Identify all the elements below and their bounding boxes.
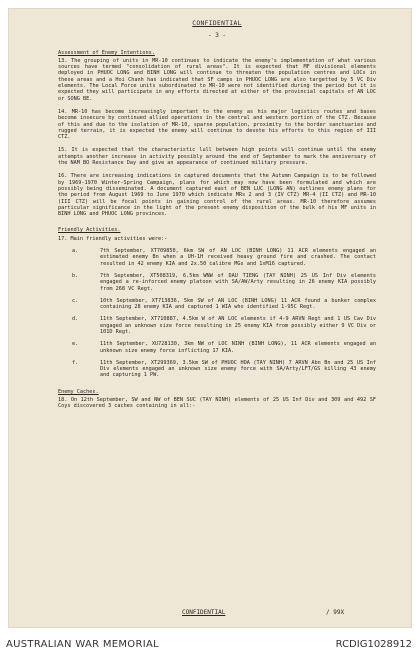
item-text: 11th September, XU728130, 3km NW of LOC NINH (BINH LONG), 11 ACR elements engaged an unknown size enemy force inflicting 17 KIA. [100,341,376,354]
archive-reference: RCDIG1028912 [335,639,412,650]
page-number: - 3 - [207,32,227,40]
item-letter: e. [72,341,79,348]
paragraph-18: 18. On 12th September, SW and NW of BEN SUC (TAY NINH) elements of 25 US Inf Div and 309 and 492 SF Coys discovered 3 caches containing in all:- [58,397,376,410]
section-heading-friendly-activities: Friendly Activities. [58,227,121,234]
item-text: 11th September, XT710887, 4.5km W of AN LOC elements if 4-9 ARVN Regt and 1 US Cav Div engaged an unknown size force resulting in 25 enemy KIA from possibly either 9 VC Div or 101D Regt. [100,316,376,335]
item-text: 7th September, XT709850, 6km SW of AN LOC (BINH LONG) 11 ACR elements engaged an estimated enemy Bn when a UH-1H received heavy ground fire and crashed. The contact resulted in 42 enemy KIA and 2x.50 calibre MGs and 1xM16 captured. [100,248,376,267]
activity-item-c [58,298,376,311]
item-letter: d. [72,316,79,323]
section-heading-enemy-intentions: Assessment of Enemy Intentions. [58,49,155,56]
section-heading-enemy-caches: Enemy Caches. [58,388,99,395]
continuation-marker: / 99X [326,609,345,616]
activity-item-f [58,360,376,379]
paragraph-15: 15. It is expected that the characteristic lull between high points will continue until the enemy attempts another increase in activity possibly around the end of September to mark the anniversary of the NAM BO Resistance Day and give an appearance of continued military pressure. [58,147,376,167]
item-text: 7th September, XT508319, 6.5km WNW of DAU TIENG (TAY NINH) 25 US Inf Div elements engaged a re-inforced enemy platoon with SA/AW/Arty resulting in 26 enemy KIA possibly from 268 VC Regt. [100,272,376,292]
activity-item-d [58,316,376,335]
document-page [8,8,412,628]
paragraph-14: 14. MR-10 has become increasingly important to the enemy as his major logistics routes and bases become insecure by continued allied operations in the central and western portion of the CTZ. Because of this and due to the isolation of MR-10, sparse population, proximity to the border sanctuaries and rugged terrain, it is expected the enemy will continue to devote his efforts to this region of III CTZ. [58,108,376,141]
activity-item-b [58,273,376,292]
item-letter: a. [72,248,79,255]
item-letter: b. [72,272,79,279]
paragraph-17: 17. Main friendly activities were:- [58,235,168,242]
paragraph-16: 16. There are increasing indications in captured documents that the Autumn Campaign is to be followed by 1969-1970 Winter-Spring Campaign, plans for which may now have been formulated and which are possibly being disseminated. A document captured east of BEN LUC (LONG AN) outlines enemy plans for the period from August 1969 to June 1970 which indicate MRs 2 and 3 (IV CTZ) MR-4 (II CTZ) and MR-10 (III CTZ) will be focal points in gaining control of the rural areas. MR-10 therefore assumes particular significance in the light of the present enemy disposition of the bulk of his MF units in BINH LONG and PHUOC LONG provinces. [58,173,376,218]
archive-caption-bar [0,636,420,654]
archive-name: AUSTRALIAN WAR MEMORIAL [6,639,159,650]
item-letter: f. [72,359,79,366]
classification-footer: CONFIDENTIAL [182,609,226,616]
paragraph-13: 13. The grouping of units in MR-10 continues to indicate the enemy's implementation of what various sources have termed "consolidation of rural areas". It is expected that MF divisional elements deployed in PHUOC LONG and BINH LONG will continue to threaten the population centres and LOCs in these areas and a Hoi Chanh has indicated that SF camps in PHUOC LONG are also targetted by 5 VC Div elements. The Local Force units subordinated to MR-10 were not identified during the period but it is expected they will participate in any efforts directed at either of the provincial capitals of AN LOC or SONG BE. [58,57,376,102]
activity-item-a [58,248,376,267]
item-text: 11th September, XT299369, 3.5km SW of PHUOC HOA (TAY NINH) 7 ARVN Abn Bn and 25 US Inf Div elements engaged an unknown size enemy force with SA/Arty/LFT/GS killing 43 enemy and capturing 1 PW. [100,359,376,379]
classification-header: CONFIDENTIAL [192,20,242,27]
activity-item-e [58,341,376,354]
item-text: 10th September, XT713836, 5km SW of AN LOC (BINH LONG) 11 ACR found a bunker complex containing 28 enemy KIA and captured 1 WIA who identified 1-95C Regt. [100,297,376,311]
document-body [58,21,376,410]
item-letter: c. [72,297,79,304]
